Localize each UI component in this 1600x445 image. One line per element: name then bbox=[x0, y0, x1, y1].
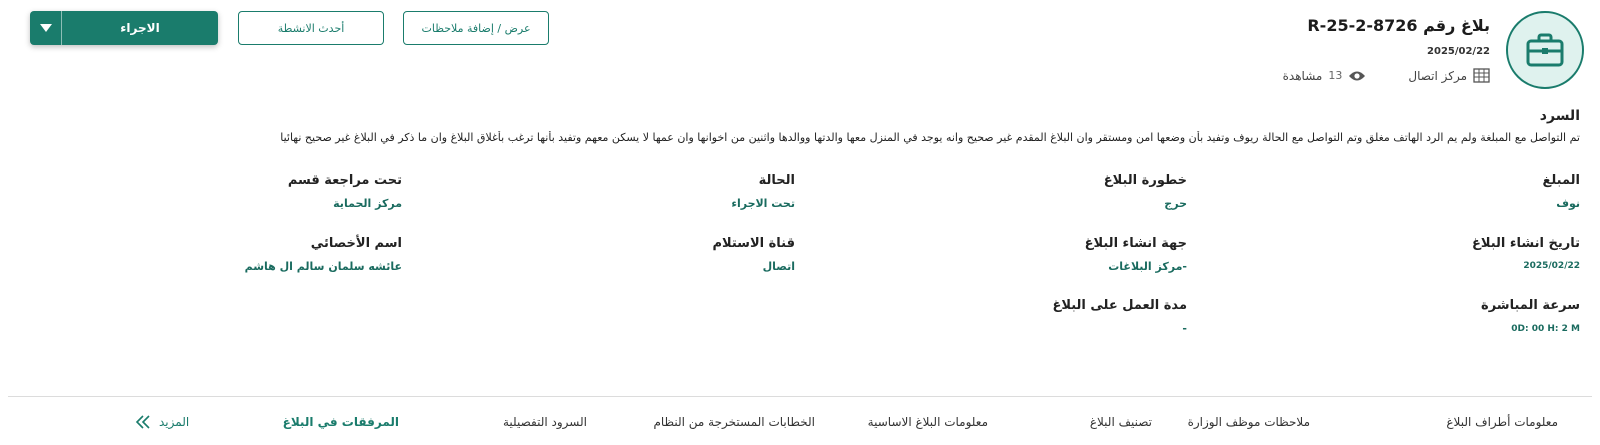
channel-value: اتصال bbox=[762, 260, 795, 273]
origin-label: جهة انشاء البلاغ bbox=[1084, 236, 1187, 251]
specialist-label: اسم الأخصائي bbox=[310, 236, 402, 251]
building-icon bbox=[1473, 68, 1490, 83]
report-title bbox=[1301, 16, 1490, 35]
more-tabs-button[interactable] bbox=[135, 415, 189, 429]
channel-label: قناة الاستلام bbox=[712, 236, 795, 251]
tab-classification[interactable]: تصنيف البلاغ bbox=[1089, 415, 1152, 429]
center-info bbox=[1408, 68, 1490, 83]
review-label: تحت مراجعة قسم bbox=[287, 173, 402, 188]
double-chevron-left-icon bbox=[135, 415, 151, 429]
more-label: المزيد bbox=[159, 415, 190, 429]
report-avatar bbox=[1506, 11, 1584, 89]
created-date-label: تاريخ انشاء البلاغ bbox=[1471, 236, 1580, 251]
views-count: 13 bbox=[1328, 69, 1343, 82]
report-date: 2025/02/22 bbox=[1427, 46, 1490, 57]
views-label: مشاهدة bbox=[1282, 68, 1323, 83]
tab-system-letters[interactable]: الخطابات المستخرجة من النظام bbox=[653, 415, 815, 429]
caret-down-icon bbox=[40, 24, 52, 32]
reporter-value: نوف bbox=[1556, 197, 1580, 210]
created-date-value: 2025/02/22 bbox=[1523, 261, 1580, 271]
severity-label: خطورة البلاغ bbox=[1103, 173, 1187, 188]
tabs-divider bbox=[8, 396, 1592, 397]
center-label: مركز اتصال bbox=[1408, 68, 1467, 83]
briefcase-icon bbox=[1525, 32, 1565, 68]
narrative-label: السرد bbox=[1539, 108, 1580, 124]
severity-value: حرج bbox=[1164, 197, 1187, 210]
review-value: مركز الحماية bbox=[333, 197, 402, 210]
latest-activities-button[interactable]: أحدث الانشطة bbox=[238, 11, 384, 45]
action-caret[interactable] bbox=[30, 11, 61, 45]
view-add-notes-button[interactable]: عرض / إضافة ملاحظات bbox=[403, 11, 549, 45]
response-speed-label: سرعة المباشرة bbox=[1481, 298, 1580, 313]
specialist-value: عائشه سلمان سالم ال هاشم bbox=[244, 260, 402, 273]
status-value: تحت الاجراء bbox=[731, 197, 795, 210]
action-dropdown-button[interactable] bbox=[30, 11, 218, 45]
tab-ministry-notes[interactable]: ملاحظات موظف الوزارة bbox=[1187, 415, 1310, 429]
report-meta bbox=[1283, 68, 1490, 83]
report-title-prefix: بلاغ رقم bbox=[1423, 16, 1490, 35]
status-label: الحالة bbox=[758, 173, 795, 188]
tab-detailed-narratives[interactable]: السرود التفصيلية bbox=[502, 415, 587, 429]
eye-icon bbox=[1348, 70, 1366, 82]
narrative-text: تم التواصل مع المبلغة ولم يم الرد الهاتف مغلق وتم التواصل مع الحالة ريوف وتفيد بأن وضعها امن ومستقر وان البلاغ المقدم غير صحيح وانه يوجد في المنزل معها والدتها ووالدها واثنين من اخوانها وان عمها لا يسكن معهم وتفيد بأنها ترغب بأغلاق البلاغ وان ما ذكر في البلاغ غير صحيح نهائيا bbox=[280, 131, 1580, 144]
work-duration-value: - bbox=[1182, 322, 1187, 335]
response-speed-value: 0D: 00 H: 2 M bbox=[1511, 324, 1580, 334]
tab-basic-info[interactable]: معلومات البلاغ الاساسية bbox=[867, 415, 988, 429]
tab-report-parties[interactable]: معلومات أطراف البلاغ bbox=[1446, 415, 1558, 429]
action-button-label[interactable]: الاجراء bbox=[61, 11, 218, 45]
tab-attachments[interactable]: المرفقات في البلاغ bbox=[282, 415, 399, 429]
work-duration-label: مدة العمل على البلاغ bbox=[1052, 298, 1187, 313]
report-number: R-25-2-8726 bbox=[1307, 16, 1418, 35]
reporter-label: المبلغ bbox=[1542, 173, 1580, 188]
views-info bbox=[1283, 69, 1367, 83]
origin-value: مركز البلاغات- bbox=[1108, 260, 1187, 273]
